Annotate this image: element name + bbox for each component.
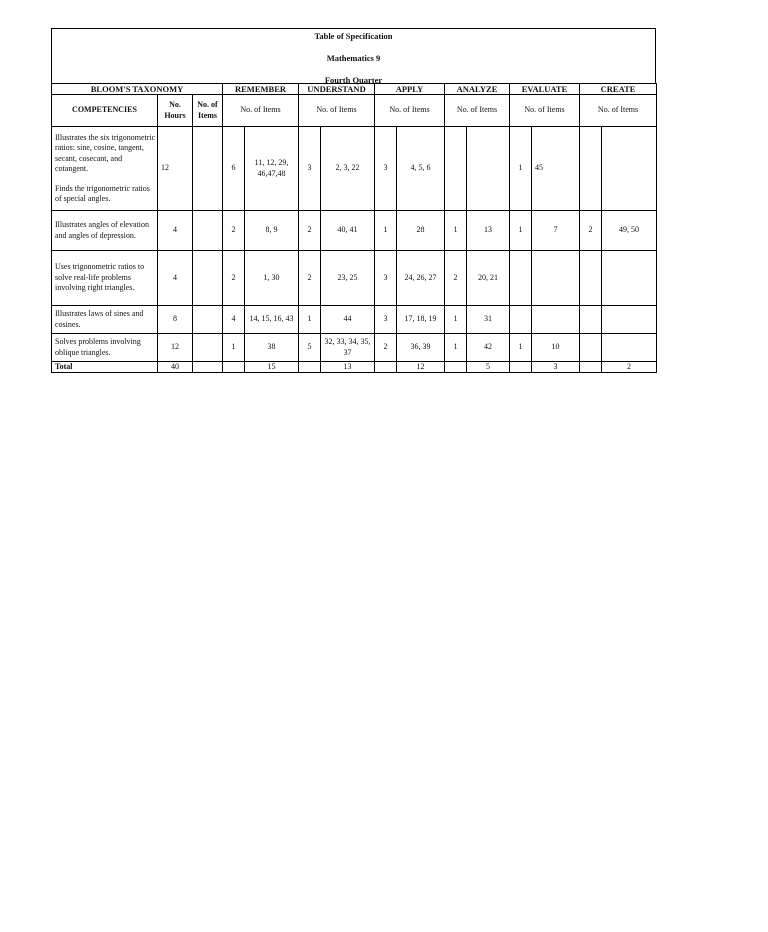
items-header: No. of Items <box>193 95 223 127</box>
remember-items: 14, 15, 16, 43 <box>245 306 299 334</box>
items-cell <box>193 334 223 362</box>
remember-count: 2 <box>223 251 245 306</box>
analyze-items: 42 <box>467 334 510 362</box>
remember-count: 2 <box>223 211 245 251</box>
total-analyze-count <box>445 362 467 373</box>
competencies-header: COMPETENCIES <box>52 95 158 127</box>
blooms-taxonomy-header: BLOOM'S TAXONOMY <box>52 84 223 95</box>
create-count <box>580 306 602 334</box>
items-cell <box>193 251 223 306</box>
analyze-count: 2 <box>445 251 467 306</box>
total-create-count <box>580 362 602 373</box>
create-count <box>580 127 602 211</box>
hours-cell: 12 <box>158 127 193 211</box>
create-subheader: No. of Items <box>580 95 657 127</box>
evaluate-count: 1 <box>510 334 532 362</box>
total-apply-count <box>375 362 397 373</box>
subheader-row <box>52 95 657 127</box>
competency-text: Finds the trigonometric ratios of special angles. <box>55 183 150 203</box>
apply-count: 1 <box>375 211 397 251</box>
items-cell <box>193 127 223 211</box>
analyze-count: 1 <box>445 306 467 334</box>
create-count <box>580 251 602 306</box>
total-items <box>193 362 223 373</box>
evaluate-items <box>532 306 580 334</box>
document-title: Table of Specification <box>314 31 393 41</box>
evaluate-subheader: No. of Items <box>510 95 580 127</box>
competency-cell: Solves problems involving oblique triangles. <box>52 334 158 362</box>
apply-count: 3 <box>375 306 397 334</box>
table-row <box>52 251 657 306</box>
remember-items: 11, 12, 29, 46,47,48 <box>245 127 299 211</box>
evaluate-count <box>510 251 532 306</box>
understand-count: 2 <box>299 211 321 251</box>
table-row <box>52 334 657 362</box>
understand-count: 1 <box>299 306 321 334</box>
apply-header: APPLY <box>375 84 445 95</box>
competency-cell <box>52 127 158 211</box>
apply-count: 2 <box>375 334 397 362</box>
table-row <box>52 127 657 211</box>
competency-cell: Uses trigonometric ratios to solve real-life problems involving right triangles. <box>52 251 158 306</box>
evaluate-items: 45 <box>532 127 580 211</box>
evaluate-header: EVALUATE <box>510 84 580 95</box>
apply-items: 36, 39 <box>397 334 445 362</box>
create-header: CREATE <box>580 84 657 95</box>
total-create: 2 <box>602 362 657 373</box>
apply-subheader: No. of Items <box>375 95 445 127</box>
total-understand: 13 <box>321 362 375 373</box>
items-cell <box>193 306 223 334</box>
evaluate-items: 10 <box>532 334 580 362</box>
table-of-specification <box>51 28 656 373</box>
hours-cell: 4 <box>158 251 193 306</box>
understand-header: UNDERSTAND <box>299 84 375 95</box>
total-evaluate: 3 <box>532 362 580 373</box>
hours-cell: 12 <box>158 334 193 362</box>
understand-items: 23, 25 <box>321 251 375 306</box>
competency-cell: Illustrates laws of sines and cosines. <box>52 306 158 334</box>
apply-items: 28 <box>397 211 445 251</box>
understand-subheader: No. of Items <box>299 95 375 127</box>
items-cell <box>193 211 223 251</box>
remember-count: 1 <box>223 334 245 362</box>
analyze-count: 1 <box>445 211 467 251</box>
quarter-title: Fourth Quarter <box>324 75 383 85</box>
create-items: 49, 50 <box>602 211 657 251</box>
total-analyze: 5 <box>467 362 510 373</box>
competency-text: Illustrates the six trigonometric ratios: sine, cosine, tangent, secant, cosecant, and cotangent. <box>55 132 156 173</box>
hours-header: No. Hours <box>158 95 193 127</box>
analyze-subheader: No. of Items <box>445 95 510 127</box>
understand-items: 32, 33, 34, 35, 37 <box>321 334 375 362</box>
remember-count: 6 <box>223 127 245 211</box>
apply-items: 24, 26, 27 <box>397 251 445 306</box>
understand-count: 5 <box>299 334 321 362</box>
title-block <box>51 28 656 83</box>
create-items <box>602 306 657 334</box>
apply-count: 3 <box>375 127 397 211</box>
create-count <box>580 334 602 362</box>
total-evaluate-count <box>510 362 532 373</box>
remember-header: REMEMBER <box>223 84 299 95</box>
analyze-items <box>467 127 510 211</box>
understand-items: 44 <box>321 306 375 334</box>
understand-count: 2 <box>299 251 321 306</box>
create-items <box>602 251 657 306</box>
specification-table <box>51 83 657 373</box>
table-row <box>52 306 657 334</box>
competency-cell: Illustrates angles of elevation and angles of depression. <box>52 211 158 251</box>
create-items <box>602 334 657 362</box>
analyze-count: 1 <box>445 334 467 362</box>
remember-count: 4 <box>223 306 245 334</box>
understand-items: 2, 3, 22 <box>321 127 375 211</box>
total-row <box>52 362 657 373</box>
apply-items: 17, 18, 19 <box>397 306 445 334</box>
apply-items: 4, 5, 6 <box>397 127 445 211</box>
evaluate-items <box>532 251 580 306</box>
total-remember: 15 <box>245 362 299 373</box>
create-items <box>602 127 657 211</box>
understand-count: 3 <box>299 127 321 211</box>
remember-items: 8, 9 <box>245 211 299 251</box>
evaluate-count: 1 <box>510 211 532 251</box>
create-count: 2 <box>580 211 602 251</box>
analyze-items: 13 <box>467 211 510 251</box>
total-hours: 40 <box>158 362 193 373</box>
remember-items: 1, 30 <box>245 251 299 306</box>
apply-count: 3 <box>375 251 397 306</box>
analyze-items: 20, 21 <box>467 251 510 306</box>
total-understand-count <box>299 362 321 373</box>
remember-subheader: No. of Items <box>223 95 299 127</box>
remember-items: 38 <box>245 334 299 362</box>
subject-title: Mathematics 9 <box>326 53 381 63</box>
evaluate-items: 7 <box>532 211 580 251</box>
hours-cell: 4 <box>158 211 193 251</box>
evaluate-count <box>510 306 532 334</box>
analyze-count <box>445 127 467 211</box>
understand-items: 40, 41 <box>321 211 375 251</box>
total-apply: 12 <box>397 362 445 373</box>
total-label: Total <box>52 362 158 373</box>
evaluate-count: 1 <box>510 127 532 211</box>
analyze-header: ANALYZE <box>445 84 510 95</box>
total-remember-count <box>223 362 245 373</box>
table-row <box>52 211 657 251</box>
taxonomy-header-row <box>52 84 657 95</box>
hours-cell: 8 <box>158 306 193 334</box>
analyze-items: 31 <box>467 306 510 334</box>
